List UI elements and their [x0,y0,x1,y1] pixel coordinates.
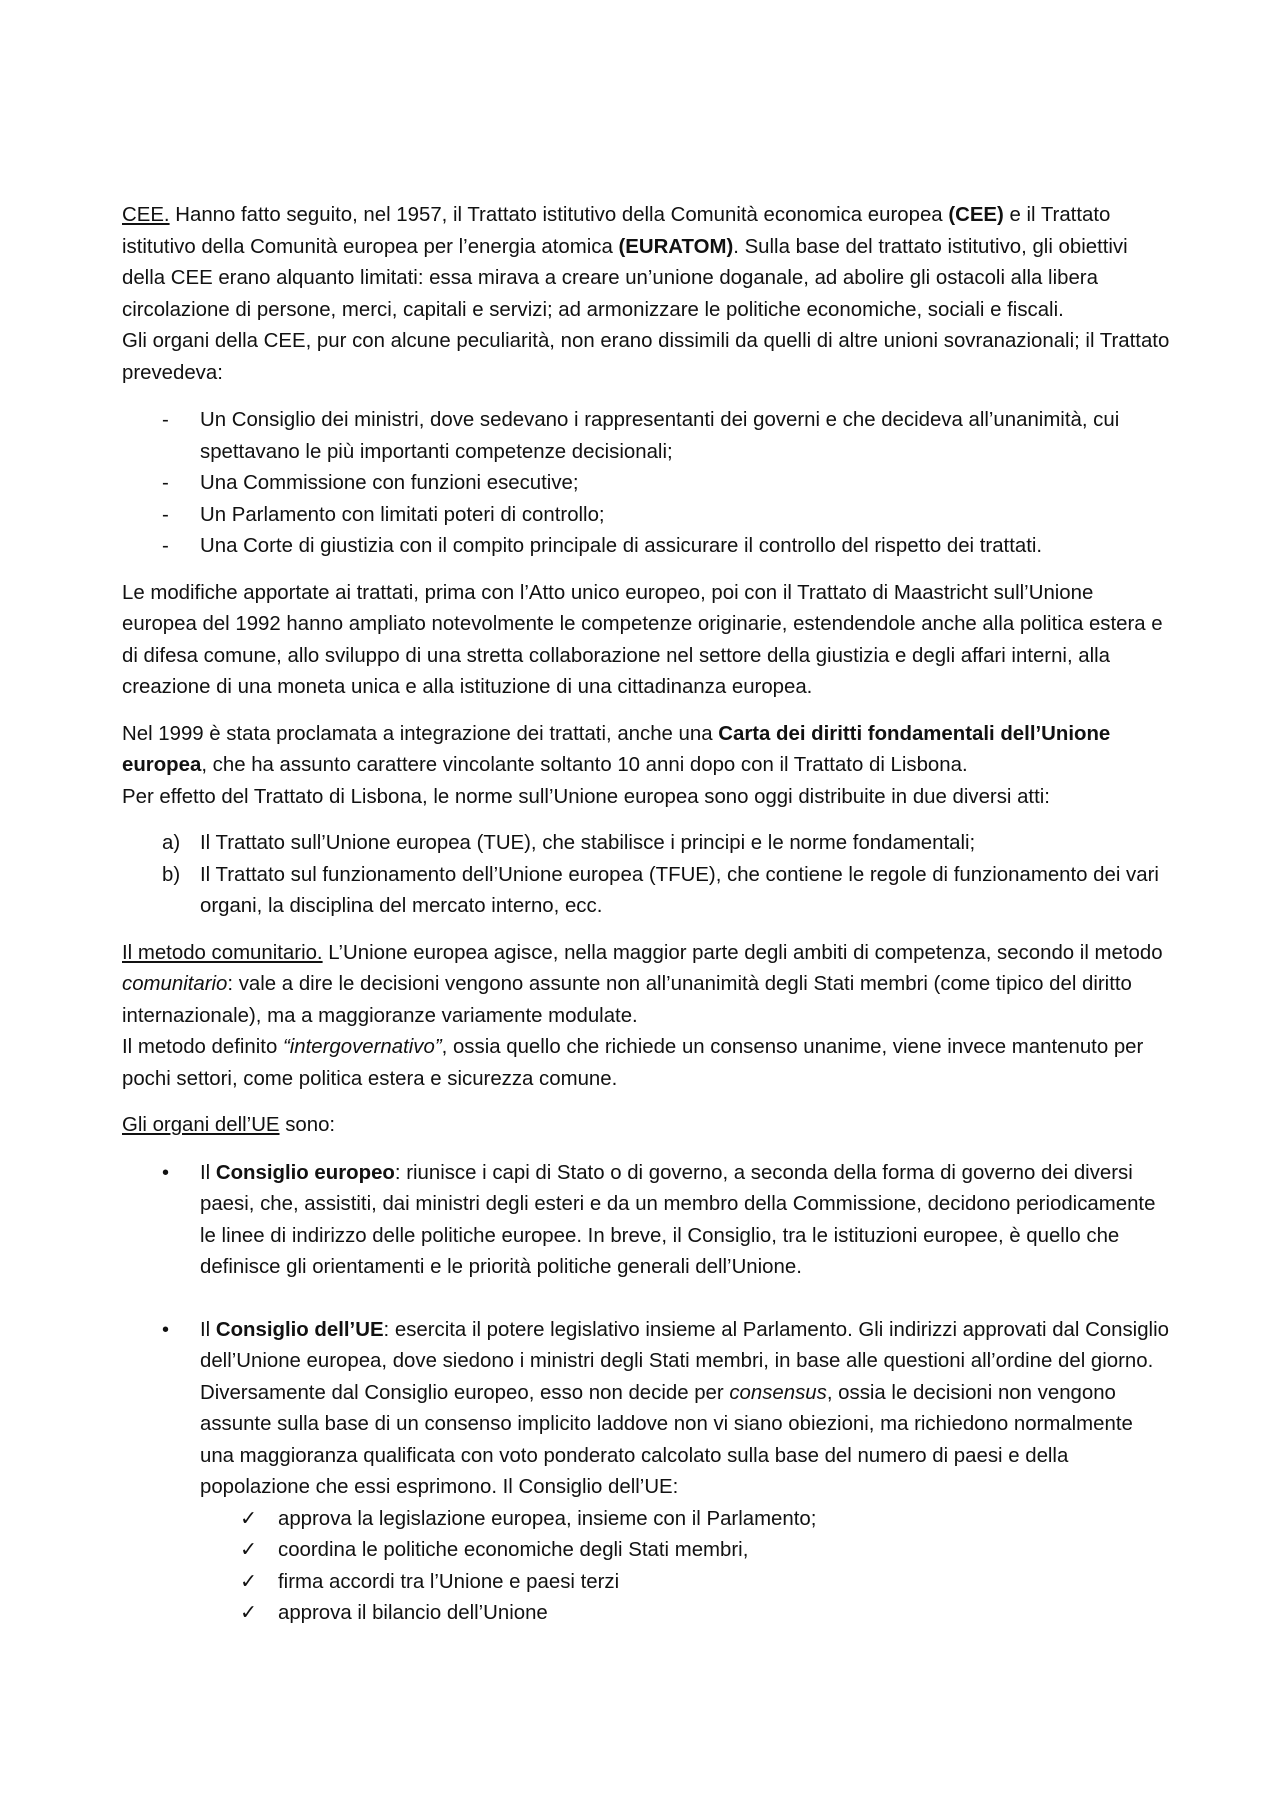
list-item-text: Un Parlamento con limitati poteri di controllo; [200,503,605,526]
checkmark-icon: ✓ [240,1570,258,1593]
consiglio-europeo-text: : riunisce i capi di Stato o di governo, a seconda della forma di governo dei diversi paesi, che, assistiti, dai ministri degli esteri e da un membro della Commissione, decidono periodicamente le linee di indirizzo delle politiche europee. In breve, il Consiglio, tra le istituzioni europee, è quello che definisce gli orientamenti e le priorità politiche generali dell’Unione. [200,1161,1156,1278]
atti-list [122,828,1172,923]
list-item-text: Un Consiglio dei ministri, dove sedevano i rappresentanti dei governi e che decideva all’unanimità, cui spettavano le più importanti competenze decisionali; [200,409,1120,463]
document-body [122,200,1172,1630]
list-item [122,405,1172,468]
intro-paragraph [122,200,1172,326]
list-item-consiglio-ue [122,1315,1172,1504]
alpha-marker: b) [162,863,181,886]
intergovernativo-paragraph [122,1032,1172,1095]
metodo-text-3: Il metodo definito [122,1036,283,1058]
list-item [122,500,1172,532]
dash-marker: - [162,535,169,557]
dash-marker: - [162,503,169,526]
organi-ue-list [122,1158,1172,1504]
consiglio-ue-text-2: , ossia le decisioni non vengono assunte sulla base di un consenso implicito laddove non vi siano obiezioni, ma richiedono normalmente una maggioranza qualificata con voto ponderato calcolato sulla base del numero di paesi e della popolazione che essi esprimono. Il Consiglio dell’UE: [200,1381,1133,1498]
metodo-text: L’Unione europea agisce, nella maggior parte degli ambiti di competenza, secondo il metodo [322,941,1163,964]
cee-heading: CEE. [122,204,170,226]
organi-ue-tail: sono: [279,1114,336,1136]
consiglio-europeo-title: Consiglio europeo [215,1161,395,1184]
cee-organs-intro: Gli organi della CEE, pur con alcune peculiarità, non erano dissimili da quelli di altre unioni sovranazionali; il Trattato prevedeva: [122,330,1170,384]
list-item [122,1567,1172,1599]
list-item [122,531,1172,563]
list-item-text: coordina le politiche economiche degli Stati membri, [278,1539,749,1561]
dash-marker: - [162,409,169,431]
checkmark-icon: ✓ [240,1539,258,1561]
modifiche-paragraph: Le modifiche apportate ai trattati, prima con l’Atto unico europeo, poi con il Trattato di Maastricht sull’Unione europea del 1992 hanno ampliato notevolmente le competenze originarie, estendendole anche alla politica estera e di difesa comune, allo sviluppo di una stretta collaborazione nel settore della giustizia e degli affari interni, alla creazione di una moneta unica e alla istituzione di una cittadinanza europea. [122,581,1163,698]
item-prefix: Il [200,1161,216,1184]
metodo-text-4: , ossia quello che richiede un consenso unanime, viene invece mantenuto per pochi settori, come politica estera e sicurezza comune. [122,1036,1144,1090]
organi-ue-heading: Gli organi dell’UE [122,1114,280,1136]
intro-text-3: . Sulla base del trattato istitutivo, gli obiettivi della CEE erano alquanto limitati: essa mirava a creare un’unione doganale, ad abolire gli ostacoli alla libera circolazione di persone, merci, capitali e servizi; ad armonizzare le politiche economiche, sociali e fiscali. [122,235,1128,321]
list-item-text: Il Trattato sul funzionamento dell’Unione europea (TFUE), che contiene le regole di funzionamento dei vari organi, la disciplina del mercato interno, ecc. [200,863,1159,917]
metodo-text-2: : vale a dire le decisioni vengono assunte non all’unanimità degli Stati membri (come tipico del diritto internazionale), ma a maggioranze variamente modulate. [122,973,1132,1027]
item-prefix: Il [200,1318,216,1341]
carta-text-2: , che ha assunto carattere vincolante soltanto 10 anni dopo con il Trattato di Lisbona. [201,754,968,776]
list-item [122,860,1172,923]
lisbona-paragraph: Per effetto del Trattato di Lisbona, le norme sull’Unione europea sono oggi distribuite in due diversi atti: [122,785,1050,808]
euratom-abbr: (EURATOM) [618,235,734,258]
cee-abbr: (CEE) [948,204,1004,226]
metodo-heading: Il metodo comunitario. [122,941,323,964]
list-item-text: Una Corte di giustizia con il compito principale di assicurare il controllo del rispetto dei trattati. [200,535,1043,557]
checkmark-icon: ✓ [240,1507,258,1530]
carta-paragraph [122,719,1172,782]
list-item-text: approva il bilancio dell’Unione [278,1602,548,1624]
list-item [122,1535,1172,1567]
list-item [122,468,1172,500]
metodo-paragraph [122,938,1172,1033]
list-item-consiglio-europeo [122,1158,1172,1284]
alpha-marker: a) [162,832,181,854]
intro-text: Hanno fatto seguito, nel 1957, il Trattato istitutivo della Comunità economica europea [169,204,949,226]
consiglio-ue-text: : esercita il potere legislativo insieme al Parlamento. Gli indirizzi approvati dal Consiglio dell’Unione europea, dove siedono i ministri degli Stati membri, in base alle questioni all’ordine del giorno. Diversamente dal Consiglio europeo, esso non decide per [200,1318,1169,1404]
carta-title: Carta dei diritti fondamentali dell’Unione europea [122,722,1111,776]
intro-text-2: e il Trattato istitutivo della Comunità europea per l’energia atomica [122,204,1111,258]
consensus-term: consensus [729,1381,827,1404]
carta-text: Nel 1999 è stata proclamata a integrazione dei trattati, anche una [122,722,719,745]
bullet-marker: • [162,1161,170,1184]
list-item-text: Il Trattato sull’Unione europea (TUE), che stabilisce i principi e le norme fondamentali; [200,832,976,854]
consiglio-ue-title: Consiglio dell’UE [215,1318,384,1341]
consiglio-ue-functions [122,1504,1172,1630]
dash-marker: - [162,472,169,494]
bullet-marker: • [162,1318,170,1341]
list-item-text: firma accordi tra l’Unione e paesi terzi [278,1570,620,1593]
list-item-text: Una Commissione con funzioni esecutive; [200,472,579,494]
metodo-intergovernativo: “intergovernativo” [282,1036,442,1058]
list-item-text: approva la legislazione europea, insieme con il Parlamento; [278,1507,817,1530]
metodo-comunitario: comunitario [122,973,228,995]
cee-organs-list [122,405,1172,563]
organi-ue-intro [122,1110,1172,1142]
checkmark-icon: ✓ [240,1602,258,1624]
list-item [122,1504,1172,1536]
list-item [122,828,1172,860]
list-item [122,1598,1172,1630]
